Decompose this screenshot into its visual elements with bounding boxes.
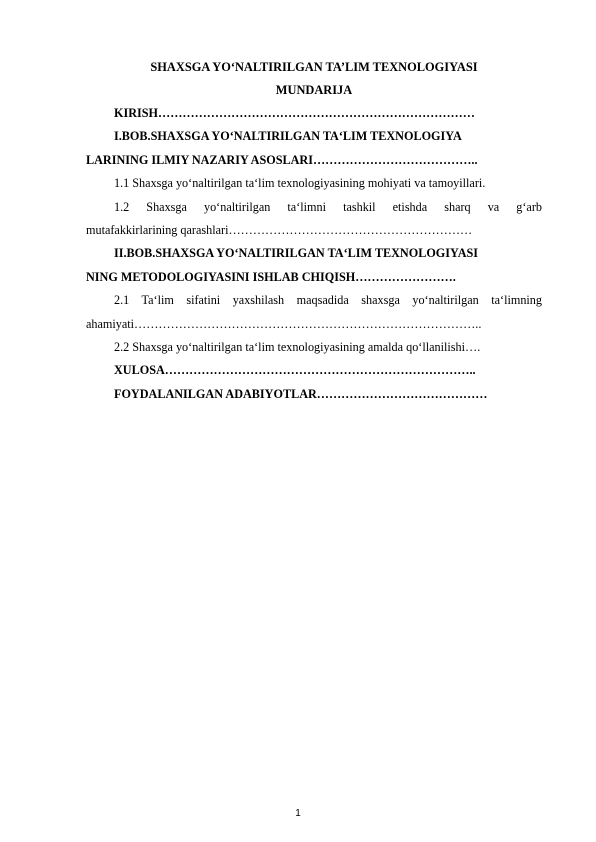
document-title: SHAXSGA YO‘NALTIRILGAN TA’LIM TEXNOLOGIYASI	[150, 60, 478, 74]
toc-item-section-1-2-line1: 1.2 Shaxsga yo‘naltirilgan ta‘limni tashkil etishda sharq va g‘arb	[114, 199, 542, 214]
toc-item-chapter2-line2: NING METODOLOGIYASINI ISHLAB CHIQISH…………………….	[86, 269, 456, 284]
toc-item-kirish: KIRISH……………………………………………………………………	[114, 106, 475, 120]
page-number: 1	[295, 808, 301, 819]
toc-item-chapter1-line1: I.BOB.SHAXSGA YO‘NALTIRILGAN TA‘LIM TEXNOLOGIYA	[114, 129, 462, 144]
toc-item-chapter2-line1: II.BOB.SHAXSGA YO‘NALTIRILGAN TA‘LIM TEXNOLOGIYASI	[114, 246, 479, 261]
toc-item-section-2-1-line1: 2.1 Ta‘lim sifatini yaxshilash maqsadida shaxsga yo‘naltirilgan ta‘limning	[114, 293, 542, 308]
toc-item-section-1-1: 1.1 Shaxsga yo‘naltirilgan ta‘lim texnologiyasining mohiyati va tamoyillari.	[114, 176, 486, 191]
document-body	[86, 56, 542, 406]
toc-heading: MUNDARIJA	[275, 83, 353, 97]
toc-item-adabiyotlar: FOYDALANILGAN ADABIYOTLAR……………………………………	[114, 386, 488, 401]
toc-item-xulosa: XULOSA…………………………………………………………………..	[114, 363, 476, 378]
toc-item-chapter1-line2: LARINING ILMIY NAZARIY ASOSLARI…………………………………..	[86, 152, 478, 167]
toc-item-section-2-1-line2: ahamiyati…………………………………………………………………………..	[86, 316, 482, 331]
toc-item-section-1-2-line2: mutafakkirlarining qarashlari……………………………………………………	[86, 223, 473, 238]
toc-item-section-2-2: 2.2 Shaxsga yo‘naltirilgan ta‘lim texnologiyasining amalda qo‘llanilishi….	[114, 340, 481, 355]
